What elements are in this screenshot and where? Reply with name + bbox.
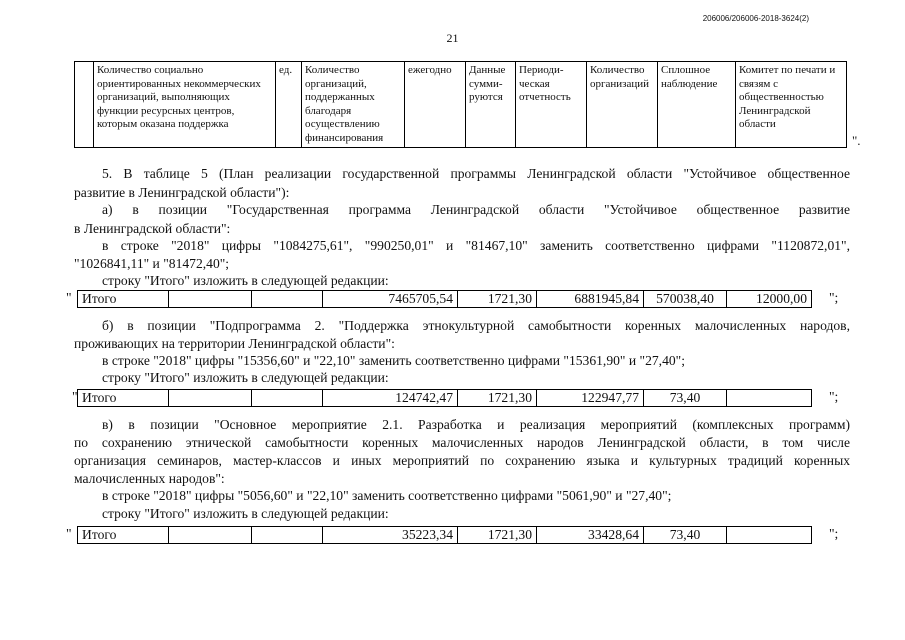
table-cell: Количество социально ориентированных некоммерческих организаций, выполняющих функции ресурсных центров, которым оказана поддержка <box>94 62 276 148</box>
paragraph: организация семинаров, мастер-классов и иных мероприятий по сохранению языка и культурных традиций коренных <box>74 453 850 468</box>
paragraph: в строке "2018" цифры "5056,60" и "22,10" заменить соответственно цифрами "5061,90" и "27,40"; <box>102 488 672 503</box>
table-cell: 122947,77 <box>537 390 644 407</box>
table-cell: 35223,34 <box>323 527 458 544</box>
itogo-table-1 <box>77 290 812 308</box>
table-cell: Периоди-ческая отчетность <box>516 62 587 148</box>
paragraph: строку "Итого" изложить в следующей редакции: <box>102 273 389 288</box>
paragraph: малочисленных народов": <box>74 471 225 486</box>
table-cell: 1721,30 <box>458 527 537 544</box>
itogo-table-3 <box>77 526 812 544</box>
itogo-table-2 <box>77 389 812 407</box>
open-quote: " <box>66 290 72 305</box>
table-cell: 73,40 <box>644 527 727 544</box>
paragraph: "1026841,11" и "81472,40"; <box>74 256 230 271</box>
close-quote: "; <box>829 389 839 404</box>
table-cell <box>252 390 323 407</box>
close-quote: "; <box>829 290 839 305</box>
table-cell: Итого <box>78 390 169 407</box>
table-cell: 12000,00 <box>727 291 812 308</box>
table-cell: 1721,30 <box>458 390 537 407</box>
paragraph: по сохранению этнической самобытности коренных малочисленных народов Ленинградской области, в том числе <box>74 435 850 450</box>
table-cell: 33428,64 <box>537 527 644 544</box>
table-cell: 6881945,84 <box>537 291 644 308</box>
table-cell <box>169 291 252 308</box>
table-cell: 570038,40 <box>644 291 727 308</box>
table-cell: Сплошное наблюдение <box>658 62 736 148</box>
paragraph: проживающих на территории Ленинградской области": <box>74 336 395 351</box>
document-id: 206006/206006-2018-3624(2) <box>702 14 809 23</box>
paragraph: строку "Итого" изложить в следующей редакции: <box>102 370 389 385</box>
table-cell: 73,40 <box>644 390 727 407</box>
table-cell: ежегодно <box>405 62 466 148</box>
open-quote: " <box>72 389 78 404</box>
table-row <box>78 390 812 407</box>
open-quote: " <box>66 526 72 541</box>
table-row <box>75 62 847 148</box>
table-cell: 7465705,54 <box>323 291 458 308</box>
indicator-table <box>74 61 847 148</box>
paragraph: 5. В таблице 5 (План реализации государственной программы Ленинградской области "Устойчивое общественное <box>102 166 850 181</box>
table-cell: 1721,30 <box>458 291 537 308</box>
paragraph: в строке "2018" цифры "1084275,61", "990250,01" и "81467,10" заменить соответственно цифрами "1120872,01", <box>102 238 850 253</box>
paragraph: в) в позиции "Основное мероприятие 2.1. Разработка и реализация мероприятий (комплексных программ) <box>102 417 850 432</box>
table-cell: 124742,47 <box>323 390 458 407</box>
table-cell <box>169 390 252 407</box>
table-cell: Итого <box>78 291 169 308</box>
paragraph: в Ленинградской области": <box>74 221 231 236</box>
paragraph: строку "Итого" изложить в следующей редакции: <box>102 506 389 521</box>
table-cell <box>252 291 323 308</box>
paragraph: развитие в Ленинградской области"): <box>74 185 290 200</box>
close-quote: "; <box>829 526 839 541</box>
table-cell <box>252 527 323 544</box>
table-cell: Данные сумми-руются <box>466 62 516 148</box>
paragraph: в строке "2018" цифры "15356,60" и "22,10" заменить соответственно цифрами "15361,90" и "27,40"; <box>102 353 686 368</box>
table-cell: Количество организаций <box>587 62 658 148</box>
table-cell <box>727 390 812 407</box>
page-number: 21 <box>446 31 459 45</box>
table-cell: Комитет по печати и связям с общественностью Ленинградской области <box>736 62 847 148</box>
table-cell <box>75 62 94 148</box>
paragraph: б) в позиции "Подпрограмма 2. "Поддержка этнокультурной самобытности коренных малочисленных народов, <box>102 318 850 333</box>
table-cell: Количество организаций, поддержанных благодаря осуществлению финансирования <box>302 62 405 148</box>
table-cell <box>727 527 812 544</box>
table-cell <box>169 527 252 544</box>
table-cell: Итого <box>78 527 169 544</box>
closing-quote: ". <box>852 133 861 148</box>
paragraph: а) в позиции "Государственная программа Ленинградской области "Устойчивое общественное развитие <box>102 202 850 217</box>
table-row <box>78 527 812 544</box>
table-row <box>78 291 812 308</box>
table-cell: ед. <box>276 62 302 148</box>
